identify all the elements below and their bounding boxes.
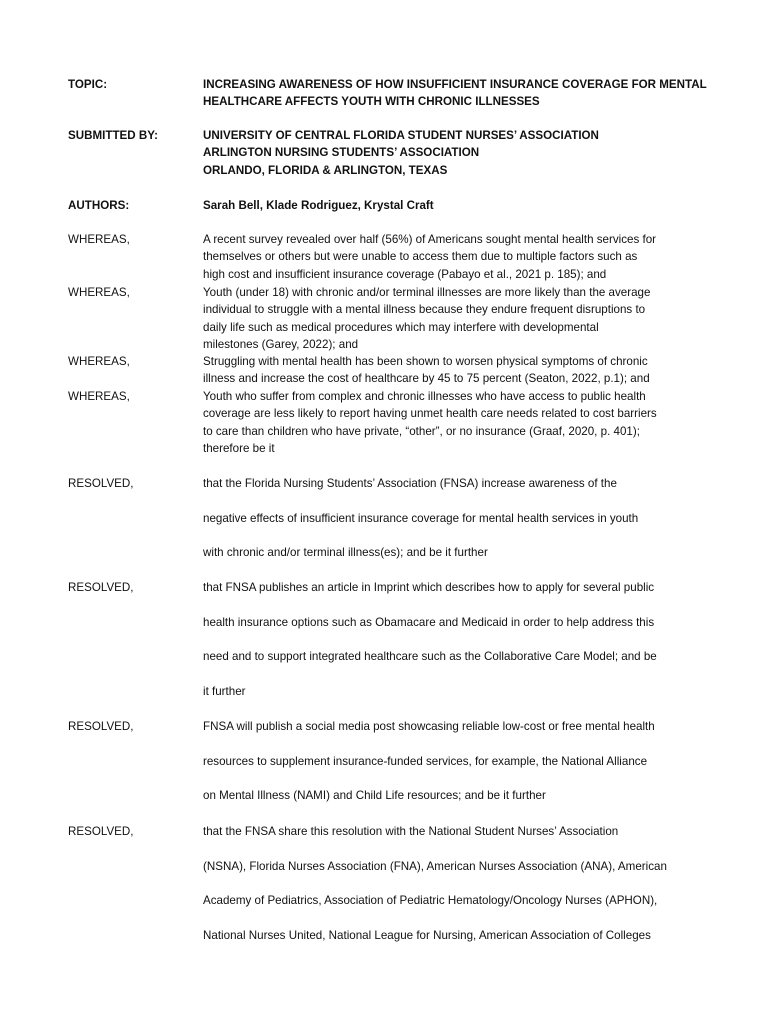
whereas-label: WHEREAS, xyxy=(68,390,130,403)
resolved-line: that the FNSA share this resolution with the National Student Nurses’ Association xyxy=(203,825,619,838)
whereas-line: daily life such as medical procedures which may interfere with developmental xyxy=(203,320,599,334)
authors-label: AUTHORS: xyxy=(68,199,130,212)
whereas-text xyxy=(203,284,706,354)
submitted-by-line: ARLINGTON NURSING STUDENTS’ ASSOCIATION xyxy=(203,146,480,160)
resolved-line: need and to support integrated healthcare such as the Collaborative Care Model; and be xyxy=(203,650,657,664)
topic-label: TOPIC: xyxy=(68,78,108,91)
whereas-line: therefore be it xyxy=(203,442,275,456)
whereas-text xyxy=(203,231,706,283)
whereas-line: milestones (Garey, 2022); and xyxy=(203,338,359,352)
resolved-line: (NSNA), Florida Nurses Association (FNA), American Nurses Association (ANA), American xyxy=(203,859,667,873)
resolved-line: Academy of Pediatrics, Association of Pediatric Hematology/Oncology Nurses (APHON), xyxy=(203,894,658,908)
resolved-line: National Nurses United, National League for Nursing, American Association of Colleges xyxy=(203,929,651,943)
resolved-line: on Mental Illness (NAMI) and Child Life resources; and be it further xyxy=(203,789,546,803)
whereas-line: to care than children who have private, “other”, or no insurance (Graaf, 2020, p. 401); xyxy=(203,424,640,438)
topic-value xyxy=(203,76,706,111)
whereas-line: illness and increase the cost of healthcare by 45 to 75 percent (Seaton, 2022, p.1); and xyxy=(203,372,650,386)
whereas-line: A recent survey revealed over half (56%) of Americans sought mental health services for xyxy=(203,233,657,246)
whereas-line: themselves or others but were unable to access them due to multiple factors such as xyxy=(203,250,638,264)
whereas-line: individual to struggle with a mental illness because they endure frequent disruptions to xyxy=(203,303,646,317)
resolved-text xyxy=(203,579,706,718)
resolved-label: RESOLVED, xyxy=(68,581,134,594)
submitted-by-value xyxy=(203,127,706,179)
resolved-line: with chronic and/or terminal illness(es); and be it further xyxy=(203,546,488,560)
resolved-label: RESOLVED, xyxy=(68,825,134,838)
whereas-line: coverage are less likely to report having unmet health care needs related to cost barriers xyxy=(203,407,657,421)
resolved-line: FNSA will publish a social media post showcasing reliable low-cost or free mental health xyxy=(203,720,655,733)
whereas-line: high cost and insufficient insurance coverage (Pabayo et al., 2021 p. 185); and xyxy=(203,267,607,281)
whereas-text xyxy=(203,353,706,388)
resolved-line: it further xyxy=(203,685,246,699)
whereas-text xyxy=(203,388,706,458)
whereas-line: Struggling with mental health has been shown to worsen physical symptoms of chronic xyxy=(203,355,648,368)
topic-line: HEALTHCARE AFFECTS YOUTH WITH CHRONIC ILLNESSES xyxy=(203,95,540,109)
whereas-line: Youth (under 18) with chronic and/or terminal illnesses are more likely than the average xyxy=(203,286,651,299)
resolved-line: resources to supplement insurance-funded services, for example, the National Alliance xyxy=(203,754,648,768)
topic-line: INCREASING AWARENESS OF HOW INSUFFICIENT INSURANCE COVERAGE FOR MENTAL xyxy=(203,78,707,91)
resolved-label: RESOLVED, xyxy=(68,477,134,490)
authors-value: Sarah Bell, Klade Rodriguez, Krystal Craft xyxy=(203,199,434,212)
resolved-line: negative effects of insufficient insurance coverage for mental health services in youth xyxy=(203,511,639,525)
submitted-by-label: SUBMITTED BY: xyxy=(68,129,158,142)
resolved-line: health insurance options such as Obamacare and Medicaid in order to help address this xyxy=(203,615,655,629)
submitted-by-line: ORLANDO, FLORIDA & ARLINGTON, TEXAS xyxy=(203,163,448,177)
resolved-text xyxy=(203,475,706,579)
resolved-line: that the Florida Nursing Students’ Association (FNSA) increase awareness of the xyxy=(203,477,617,490)
whereas-label: WHEREAS, xyxy=(68,233,130,246)
whereas-label: WHEREAS, xyxy=(68,286,130,299)
resolved-text xyxy=(203,718,706,822)
whereas-label: WHEREAS, xyxy=(68,355,130,368)
submitted-by-line: UNIVERSITY OF CENTRAL FLORIDA STUDENT NURSES’ ASSOCIATION xyxy=(203,129,599,142)
whereas-line: Youth who suffer from complex and chronic illnesses who have access to public health xyxy=(203,390,646,403)
resolved-line: that FNSA publishes an article in Imprint which describes how to apply for several public xyxy=(203,581,655,594)
resolved-text xyxy=(203,823,706,962)
resolved-label: RESOLVED, xyxy=(68,720,134,733)
